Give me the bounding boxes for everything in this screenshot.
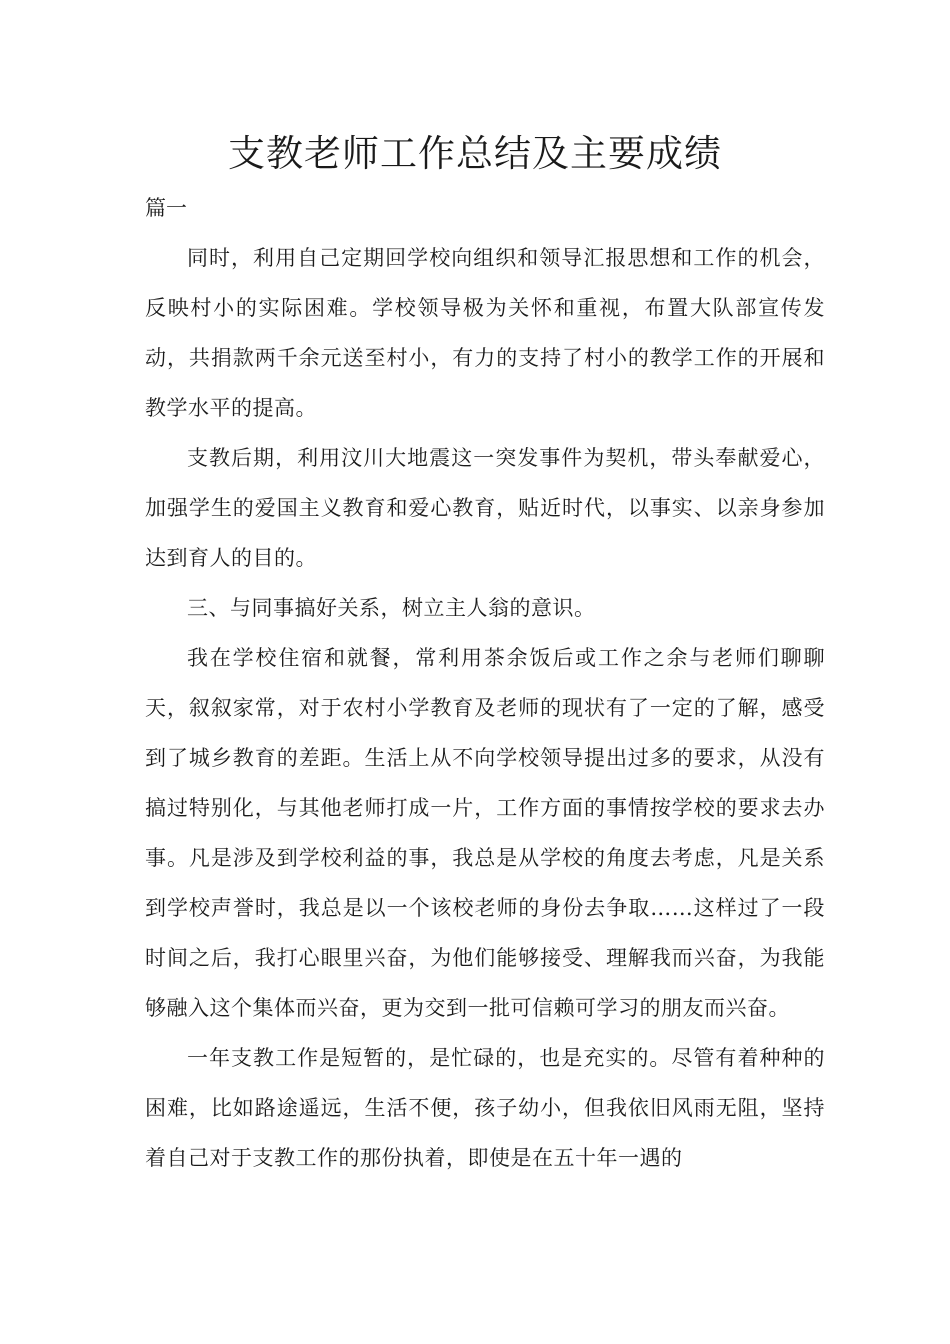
document-body: [145, 183, 825, 1183]
paragraph-2: 支教后期，利用汶川大地震这一突发事件为契机，带头奉献爱心，加强学生的爱国主义教育和爱心教育，贴近时代，以事实、以亲身参加达到育人的目的。: [145, 446, 825, 570]
paragraph-4: 我在学校住宿和就餐，常利用茶余饭后或工作之余与老师们聊聊天，叙叙家常，对于农村小学教育及老师的现状有了一定的了解，感受到了城乡教育的差距。生活上从不向学校领导提出过多的要求，从没有搞过特别化，与其他老师打成一片，工作方面的事情按学校的要求去办事。凡是涉及到学校利益的事，我总是从学校的角度去考虑，凡是关系到学校声誉时，我总是以一个该校老师的身份去争取……这样过了一段时间之后，我打心眼里兴奋，为他们能够接受、理解我而兴奋，为我能够融入这个集体而兴奋，更为交到一批可信赖可学习的朋友而兴奋。: [145, 646, 825, 1020]
document-title: 支教老师工作总结及主要成绩: [228, 132, 722, 175]
paragraph-5: 一年支教工作是短暂的，是忙碌的，也是充实的。尽管有着种种的困难，比如路途遥远，生活不便，孩子幼小，但我依旧风雨无阻，坚持着自己对于支教工作的那份执着，即使是在五十年一遇的: [145, 1046, 825, 1170]
paragraph-3: 三、与同事搞好关系，树立主人翁的意识。: [187, 596, 596, 620]
section-label: 篇一: [145, 196, 187, 220]
paragraph-1: 同时，利用自己定期回学校向组织和领导汇报思想和工作的机会，反映村小的实际困难。学校领导极为关怀和重视，布置大队部宣传发动，共捐款两千余元送至村小，有力的支持了村小的教学工作的开展和教学水平的提高。: [145, 246, 825, 420]
